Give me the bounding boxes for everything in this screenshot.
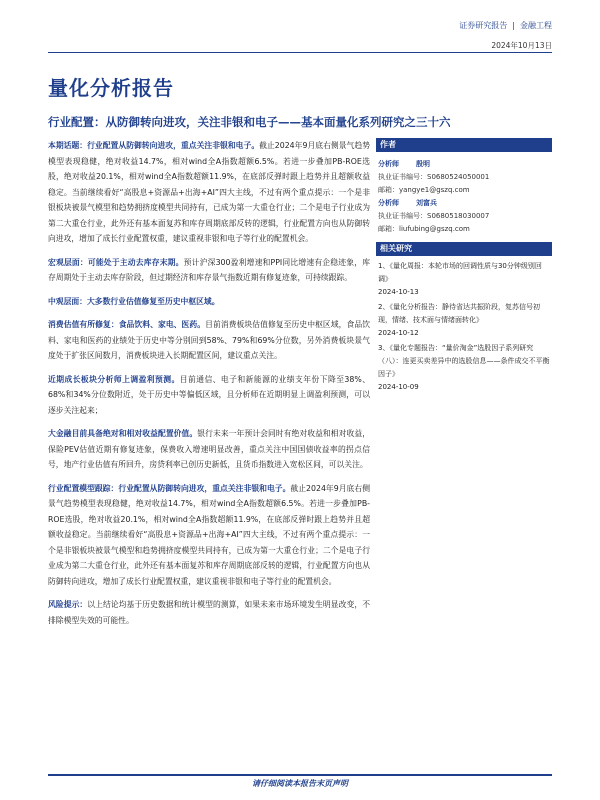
main-content xyxy=(48,138,370,636)
email-label: 邮箱： xyxy=(378,225,399,233)
cert-number: S0680518030007 xyxy=(427,212,490,220)
report-field-label: 金融工程 xyxy=(520,21,552,30)
paragraph-lead: 大金融目前具备绝对和相对收益配置价值。 xyxy=(48,429,198,438)
cert-label: 执业证书编号： xyxy=(378,173,427,181)
summary-paragraph xyxy=(48,138,370,247)
related-date: 2024-10-13 xyxy=(378,288,419,296)
related-date: 2024-10-09 xyxy=(378,383,419,391)
paragraph-lead: 本期话题：行业配置从防御转向进攻，重点关注非银和电子。 xyxy=(48,141,260,150)
related-research-heading: 相关研究 xyxy=(376,242,552,256)
cert-number: S0680524050001 xyxy=(427,173,490,181)
paragraph-lead: 消费估值有所修复：食品饮料、家电、医药。 xyxy=(48,320,206,329)
meso-paragraph xyxy=(48,294,370,310)
header-separator: | xyxy=(512,21,515,30)
finance-paragraph xyxy=(48,426,370,473)
related-title[interactable]: 2、《量化分析报告：静待省达共振阶段，复苏信号初现，情绪、技术面与情绪面转化》 xyxy=(378,303,540,324)
author-entry xyxy=(378,197,550,236)
author-email[interactable]: liufubing@gszq.com xyxy=(399,225,470,233)
related-title[interactable]: 1、《量化周报：本轮市场的回调性质与30分钟级别回调》 xyxy=(378,262,542,283)
risk-paragraph xyxy=(48,597,370,628)
email-label: 邮箱： xyxy=(378,186,399,194)
cert-label: 执业证书编号： xyxy=(378,212,427,220)
related-item[interactable] xyxy=(378,260,550,299)
paragraph-text: 预计沪深300盈利增速和PPI同比增速有企稳迹象，库存周期处于主动去库存阶段，但过期经济和库存景气指数近期有修复迹象，可持续跟踪。 xyxy=(48,257,371,282)
authors-heading: 作者 xyxy=(376,138,552,152)
paragraph-lead: 风险提示： xyxy=(48,600,88,609)
footer-disclaimer: 请仔细阅读本报告末页声明 xyxy=(252,779,348,788)
authors-list xyxy=(376,152,552,242)
paragraph-lead: 近期成长板块分析师上调盈利预测。 xyxy=(48,374,180,384)
paragraph-text: 目前通信、电子和新能源的业绩支年份下降至38%、68%和34%分位数附近，处于历史中等偏低区域，且分析师在近期明显上调盈利预测，可以逐步关注起来； xyxy=(48,374,370,415)
document-title: 行业配置：从防御转向进攻，关注非银和电子——基本面量化系列研究之三十六 xyxy=(48,115,451,129)
author-email[interactable]: yangye1@gszq.com xyxy=(399,186,470,194)
model-tracking-paragraph xyxy=(48,481,370,590)
paragraph-text: 目前消费板块估值修复至历史中枢区域，食品饮料、家电和医药的业绩处于历史中等分别回到58%、79%和69%分位数，另外消费板块景气度处于扩张区间数月，消费板块进入长期配置区间，建议重点关注。 xyxy=(48,320,371,360)
report-category xyxy=(459,20,552,31)
report-title: 量化分析报告 xyxy=(48,76,174,100)
paragraph-text: 截止2024年9月底右侧景气趋势模型表现稳健，绝对收益14.7%，相对wind全A指数超额6.5%。若进一步叠加PB-ROE选股，绝对收益20.1%，相对wind全A指数超额11.9%，在底部反弹时跟上趋势并且超额收益稳定。当前继续看好“高股息+资源品+出海+AI”四大主线，不过有两个重点提示：一个是非银板块被景气模型和趋势拥挤度模型共同持有，已成为第一大重仓行业；二个是电子行业成为第二大重仓行业，此外还有基本面复苏和库存周期底部反转的逻辑，行业配置方向也从防御转向进攻，增加了成长行业配置权重，建议重视非银和电子等行业的配置机会。 xyxy=(48,141,370,243)
header-divider xyxy=(48,52,552,53)
sidebar xyxy=(376,138,552,400)
report-date: 2024年10月13日 xyxy=(491,41,552,50)
related-date: 2024-10-12 xyxy=(378,329,419,337)
paragraph-lead: 宏观层面：可能处于主动去库存末期。 xyxy=(48,257,184,267)
growth-paragraph xyxy=(48,372,370,419)
paragraph-lead: 中观层面：大多数行业估值修复至历史中枢区域。 xyxy=(48,296,220,306)
paragraph-text: 以上结论均基于历史数据和统计模型的测算，如果未来市场环境发生明显改变，不排除模型失效的可能性。 xyxy=(48,600,371,625)
paragraph-lead: 行业配置模型跟踪：行业配置从防御转向进攻，重点关注非银和电子。 xyxy=(48,483,291,493)
related-item[interactable] xyxy=(378,301,550,340)
related-research-list xyxy=(376,256,552,400)
author-entry xyxy=(378,158,550,197)
footer-divider xyxy=(48,774,552,776)
report-type-label: 证券研究报告 xyxy=(459,21,508,30)
author-name: 刘富兵 xyxy=(416,199,437,207)
author-role: 分析师 xyxy=(378,199,399,207)
macro-paragraph xyxy=(48,255,370,286)
related-title[interactable]: 3、《量化专题报告：“量价淘金”选股因子系列研究（八）：连更买卖差异中的选股信息——条件成交不平衡因子》 xyxy=(378,344,550,378)
paragraph-text: 截止2024年9月底右侧景气趋势模型表现稳健，绝对收益14.7%，相对wind全A指数超额6.5%。若进一步叠加PB-ROE选股，绝对收益20.1%，相对wind全A指数超额11.9%，在底部反弹时跟上趋势并且超额收益稳定。当前继续看好“高股息+资源品+出海+AI”四大主线，不过有两个重点提示：一个是非银板块被景气模型和趋势拥挤度模型共同持有，已成为第一大重仓行业；二个是电子行业成为第二大重仓行业，此外还有基本面复苏和库存周期底部反转的逻辑，行业配置方向也从防御转向进攻，增加了成长行业配置权重，建议重视非银和电子等行业的配置机会。 xyxy=(48,483,370,586)
author-role: 分析师 xyxy=(378,160,399,168)
author-name: 殷明 xyxy=(416,160,430,168)
consumer-paragraph xyxy=(48,317,370,364)
paragraph-text: 银行未来一年预计会同时有绝对收益和相对收益，保险PEV估值近期有修复迹象，保费收入增速明显改善，重点关注中国国债收益率的拐点信号，地产行业估值有所回升，房贷利率已创历史新低，且货币指数进入宽松区间，可以关注。 xyxy=(48,429,371,469)
related-item[interactable] xyxy=(378,342,550,394)
